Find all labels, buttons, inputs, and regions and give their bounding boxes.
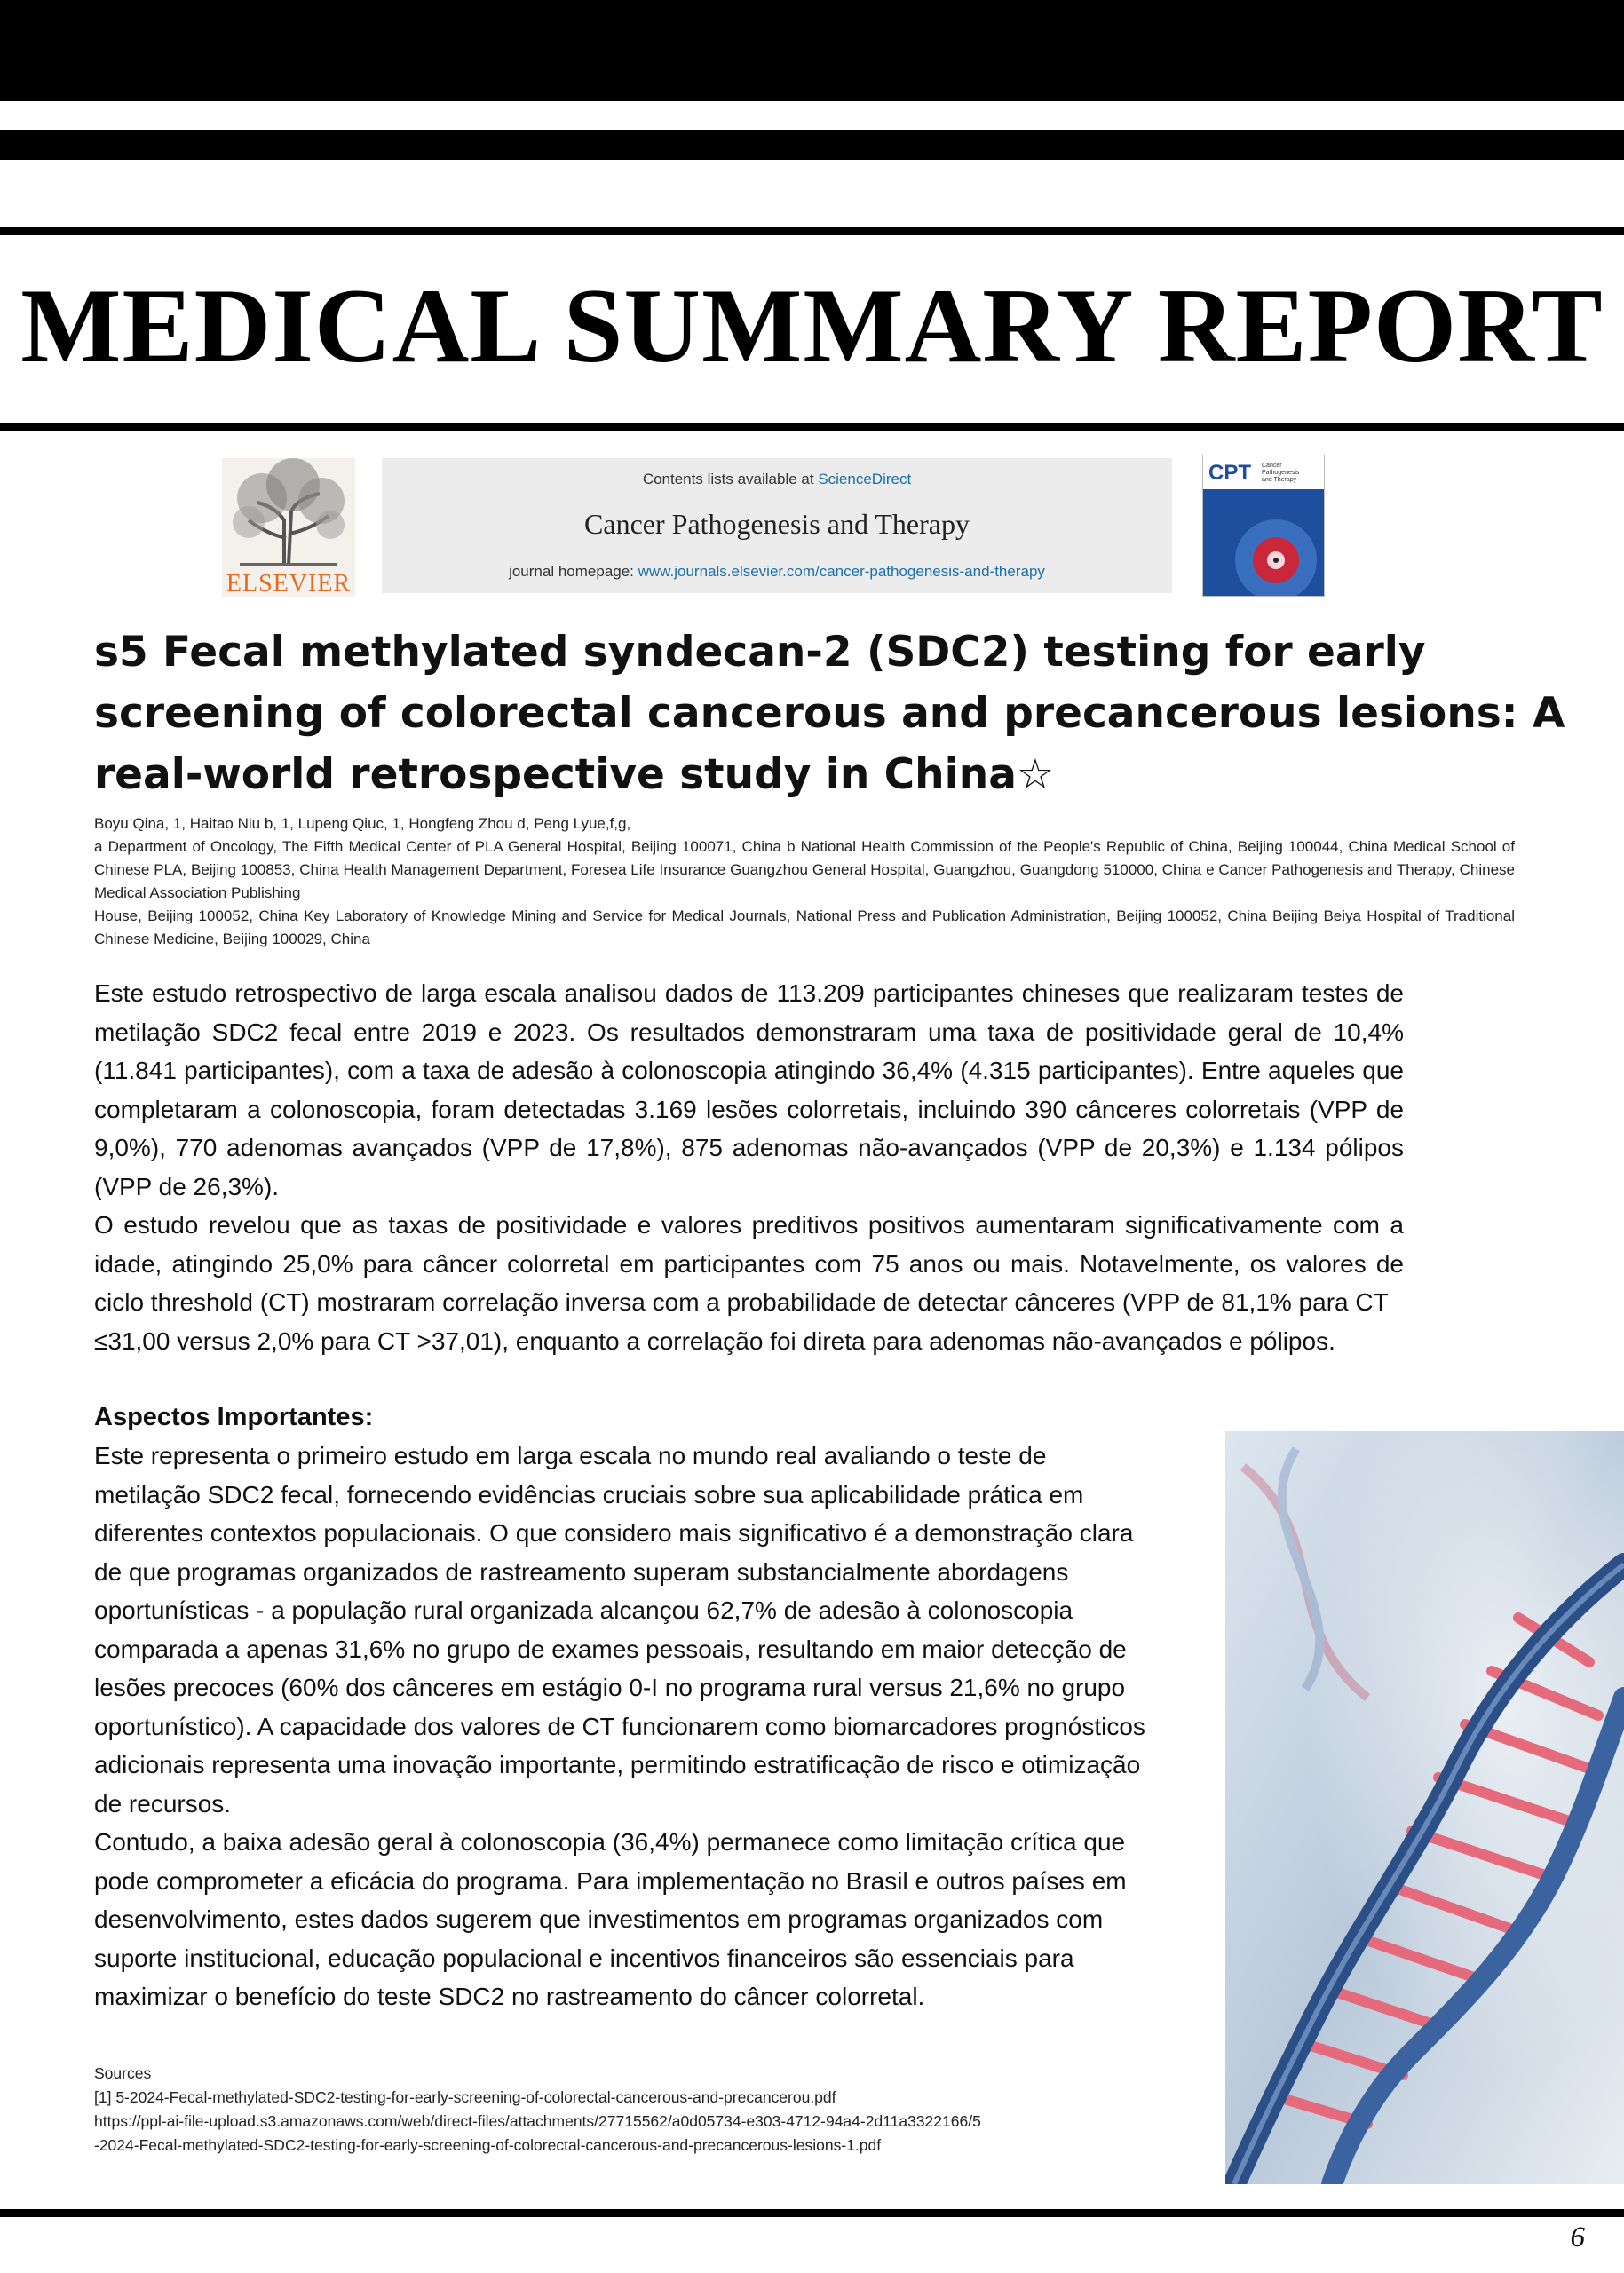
journal-banner	[222, 455, 1323, 597]
homepage-prefix: journal homepage:	[509, 563, 638, 580]
footer-rule	[0, 2209, 1624, 2217]
sources-label: Sources	[94, 2064, 152, 2082]
cover-title-line: Pathogenesis	[1262, 470, 1300, 476]
article-title: s5 Fecal methylated syndecan-2 (SDC2) testing for early screening of colorectal cancerous and precancerous lesions: A real-world retrospective study in China☆	[94, 628, 1565, 799]
dna-helix-image	[1225, 1431, 1624, 2184]
contents-prefix: Contents lists available at	[642, 471, 819, 487]
page-title: MEDICAL SUMMARY REPORT	[20, 266, 1604, 384]
top-bar-medium	[0, 130, 1624, 160]
homepage-line	[382, 563, 1172, 581]
top-bar-thick	[0, 0, 1624, 101]
journal-name: Cancer Pathogenesis and Therapy	[584, 508, 970, 540]
author-list: Boyu Qina, 1, Haitao Niu b, 1, Lupeng Qiuc, 1, Hongfeng Zhou d, Peng Lyue,f,g,	[94, 815, 631, 832]
source-url[interactable]: https://ppl-ai-file-upload.s3.amazonaws.com/web/direct-files/attachments/27715562/a0d05734-e303-4712-94a4-2d11a3322166/5-2024-Fecal-methylated-SDC2-testing-for-early-screening-of-colorectal-cancerous-and-precancerous-lesions-1.pdf	[94, 2112, 981, 2154]
title-rule-top	[0, 227, 1624, 235]
journal-header-box	[382, 458, 1172, 593]
summary-paragraph: O estudo revelou que as taxas de positividade e valores preditivos positivos aumentaram significativamente com a idade, atingindo 25,0% para câncer colorretal em participantes com 75 anos ou mais. Notavelmente, os valores de ciclo threshold (CT) mostraram correlação inversa com a probabilidade de detectar cânceres (VPP de 81,1% para CT	[94, 1211, 1404, 1316]
contents-line	[382, 471, 1172, 488]
cover-title-line: and Therapy	[1262, 477, 1297, 483]
homepage-link[interactable]: www.journals.elsevier.com/cancer-pathogenesis-and-therapy	[638, 563, 1045, 580]
sciencedirect-link[interactable]: ScienceDirect	[818, 471, 912, 487]
title-rule-bottom	[0, 423, 1624, 431]
affiliations	[94, 836, 1515, 951]
highlights-paragraph: Este representa o primeiro estudo em larga escala no mundo real avaliando o teste de metilação SDC2 fecal, fornecendo evidências cruciais sobre sua aplicabilidade prática em diferentes contextos populacionais. O que considero mais significativo é a demonstração clara de que programas organizados de rastreamento superam substancialmente abordagens oportunísticas - a população rural organizada alcançou 62,7% de adesão à colonoscopia comparada a apenas 31,6% no grupo de exames pessoais, resultando em maior detecção de lesões precoces (60% dos cânceres em estágio 0-I no programa rural versus 21,6% no grupo oportunístico). A capacidade dos valores de CT funcionarem como biomarcadores prognósticos adicionais representa uma inovação importante, permitindo estratificação de risco e otimização de recursos.	[94, 1442, 1145, 1818]
page-number: 6	[1570, 2222, 1585, 2253]
affiliation-paragraph: House, Beijing 100052, China Key Laboratory of Knowledge Mining and Service for Medical Journals, National Press and Publication Administration, Beijing 100052, China Beijing Beiya Hospital of Traditional Chinese Medicine, Beijing 100029, China	[94, 907, 1515, 947]
cover-title-line: Cancer	[1262, 463, 1282, 469]
cover-abbreviation: CPT	[1208, 461, 1251, 485]
highlights-section	[94, 1437, 1160, 2016]
journal-cover	[1202, 455, 1325, 597]
affiliation-paragraph: a Department of Oncology, The Fifth Medical Center of PLA General Hospital, Beijing 100071, China b National Health Commission of the People's Republic of China, Beijing 100044, China Medical School of Chinese PLA, Beijing 100853, China Health Management Department, Foresea Life Insurance Guangzhou General Hospital, Guangzhou, Guangdong 510000, China e Cancer Pathogenesis and Therapy, Chinese Medical Association Publishing	[94, 838, 1515, 901]
summary-paragraph: ≤31,00 versus 2,0% para CT >37,01), enquanto a correlação foi direta para adenomas não-avançados e pólipos.	[94, 1327, 1335, 1355]
sources-section	[94, 2062, 982, 2158]
cover-title	[1262, 463, 1320, 484]
summary-paragraph: Este estudo retrospectivo de larga escala analisou dados de 113.209 participantes chineses que realizaram testes de metilação SDC2 fecal entre 2019 e 2023. Os resultados demonstraram uma taxa de positividade geral de 10,4% (11.841 participantes), com a taxa de adesão à colonoscopia atingindo 36,4% (4.315 participantes). Entre aqueles que completaram a colonoscopia, foram detectadas 3.169 lesões colorretais, incluindo 390 cânceres colorretais (VPP de 9,0%), 770 adenomas avançados (VPP de 17,8%), 875 adenomas não-avançados (VPP de 20,3%) e 1.134 pólipos (VPP de 26,3%).	[94, 979, 1404, 1200]
source-item: [1] 5-2024-Fecal-methylated-SDC2-testing-for-early-screening-of-colorectal-cancerous-and-precancerou.pdf	[94, 2088, 836, 2106]
highlights-heading: Aspectos Importantes:	[94, 1403, 374, 1431]
elsevier-wordmark: ELSEVIER	[226, 570, 352, 598]
highlights-paragraph: Contudo, a baixa adesão geral à colonoscopia (36,4%) permanece como limitação crítica que pode comprometer a eficácia do programa. Para implementação no Brasil e outros países em desenvolvimento, estes dados sugerem que investimentos em programas organizados com suporte institucional, educação populacional e incentivos financeiros são essenciais para maximizar o benefício do teste SDC2 no rastreamento do câncer colorretal.	[94, 1828, 1127, 2010]
summary-section	[94, 974, 1404, 1360]
